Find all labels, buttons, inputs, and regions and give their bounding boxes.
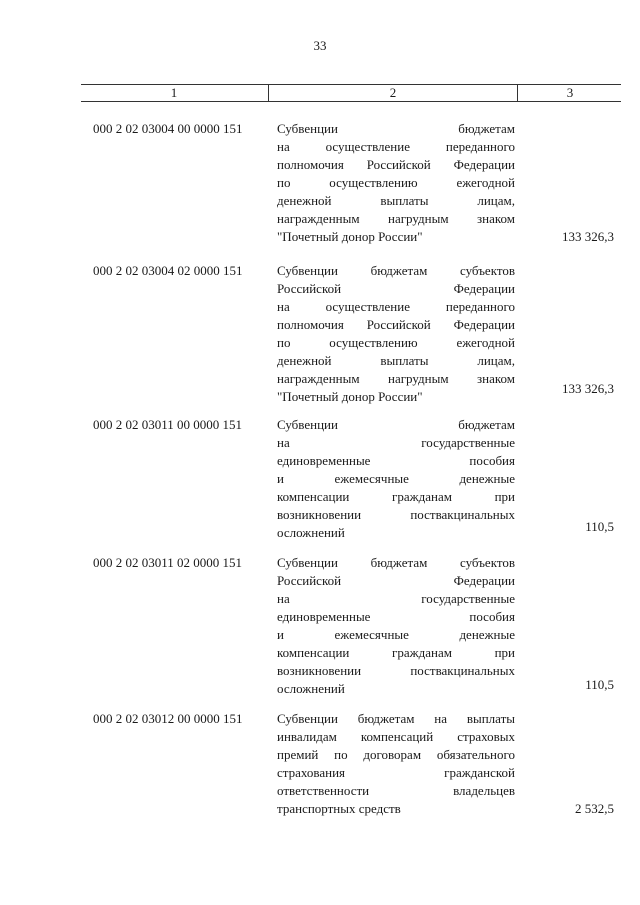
- description-line: награжденным нагрудным знаком: [277, 211, 515, 226]
- table-header: [81, 84, 621, 102]
- description-line: страхования гражданской: [277, 765, 515, 780]
- description-line: Субвенции бюджетам: [277, 417, 515, 432]
- description-line: единовременные пособия: [277, 609, 515, 624]
- header-col-3: 3: [517, 85, 622, 101]
- page-number: 33: [313, 38, 327, 53]
- budget-code: 000 2 02 03004 00 0000 151: [93, 121, 243, 136]
- amount-value: 110,5: [585, 677, 614, 692]
- row-description: [277, 120, 515, 246]
- amount-value: 110,5: [585, 519, 614, 534]
- description-line: на государственные: [277, 591, 515, 606]
- row-description: [277, 262, 515, 406]
- description-line: осложнений: [277, 681, 345, 696]
- row-description: [277, 710, 515, 818]
- description-line: ответственности владельцев: [277, 783, 515, 798]
- description-line: Субвенции бюджетам субъектов: [277, 263, 515, 278]
- description-line: инвалидам компенсаций страховых: [277, 729, 515, 744]
- description-line: единовременные пособия: [277, 453, 515, 468]
- budget-code: 000 2 02 03011 02 0000 151: [93, 555, 243, 570]
- row-description: [277, 554, 515, 698]
- description-line: премий по договорам обязательного: [277, 747, 515, 762]
- budget-code: 000 2 02 03011 00 0000 151: [93, 417, 243, 432]
- description-line: на осуществление переданного: [277, 299, 515, 314]
- description-line: компенсации гражданам при: [277, 489, 515, 504]
- description-line: по осуществлению ежегодной: [277, 335, 515, 350]
- description-line: осложнений: [277, 525, 345, 540]
- description-line: по осуществлению ежегодной: [277, 175, 515, 190]
- description-line: "Почетный донор России": [277, 389, 423, 404]
- description-line: Российской Федерации: [277, 573, 515, 588]
- description-line: Российской Федерации: [277, 281, 515, 296]
- description-line: возникновении поствакцинальных: [277, 507, 515, 522]
- description-line: возникновении поствакцинальных: [277, 663, 515, 678]
- description-line: Субвенции бюджетам субъектов: [277, 555, 515, 570]
- description-line: Субвенции бюджетам: [277, 121, 515, 136]
- description-line: полномочия Российской Федерации: [277, 157, 515, 172]
- amount-value: 133 326,3: [562, 229, 614, 244]
- description-line: денежной выплаты лицам,: [277, 353, 515, 368]
- description-line: на государственные: [277, 435, 515, 450]
- description-line: награжденным нагрудным знаком: [277, 371, 515, 386]
- budget-code: 000 2 02 03004 02 0000 151: [93, 263, 243, 278]
- header-col-2: 2: [268, 85, 517, 101]
- header-col-1: 1: [170, 85, 178, 100]
- description-line: и ежемесячные денежные: [277, 627, 515, 642]
- description-line: денежной выплаты лицам,: [277, 193, 515, 208]
- description-line: полномочия Российской Федерации: [277, 317, 515, 332]
- amount-value: 133 326,3: [562, 381, 614, 396]
- description-line: Субвенции бюджетам на выплаты: [277, 711, 515, 726]
- description-line: транспортных средств: [277, 801, 401, 816]
- budget-code: 000 2 02 03012 00 0000 151: [93, 711, 243, 726]
- amount-value: 2 532,5: [575, 801, 614, 816]
- description-line: и ежемесячные денежные: [277, 471, 515, 486]
- row-description: [277, 416, 515, 542]
- description-line: на осуществление переданного: [277, 139, 515, 154]
- description-line: "Почетный донор России": [277, 229, 423, 244]
- description-line: компенсации гражданам при: [277, 645, 515, 660]
